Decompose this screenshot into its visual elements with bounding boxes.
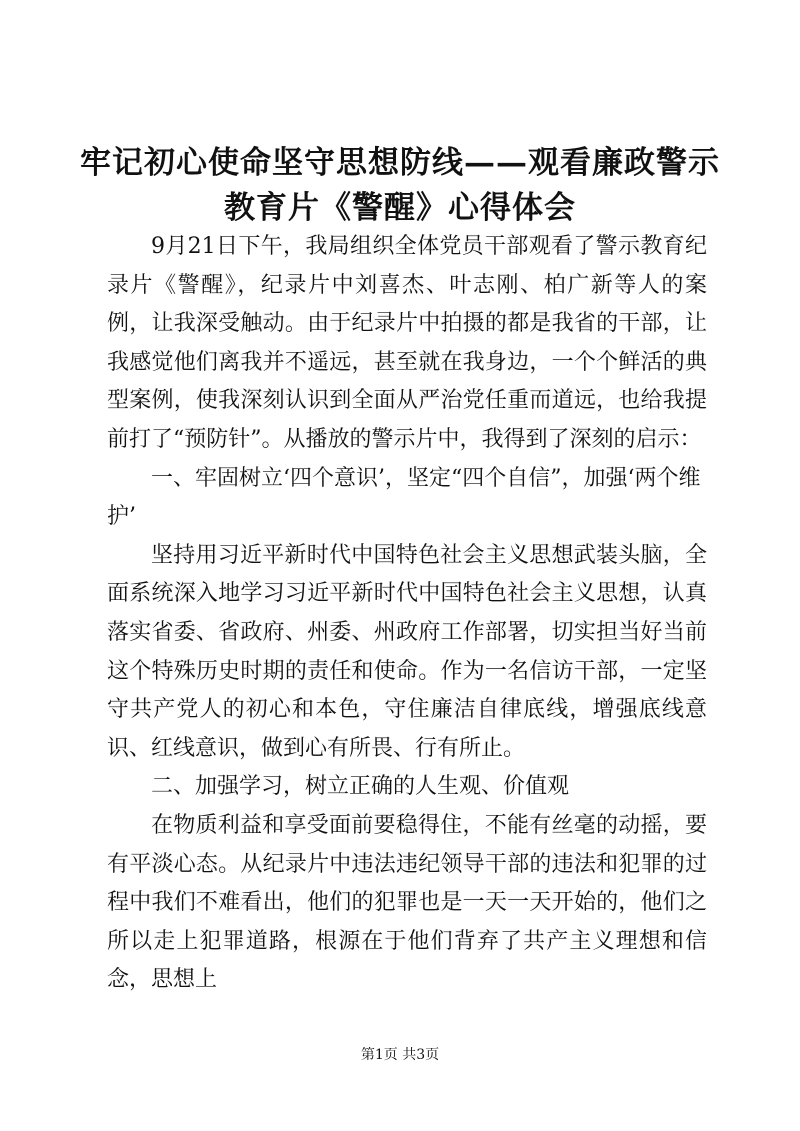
page-footer: 第1页 共3页 [360,1047,440,1063]
document-body [107,228,707,1000]
document-title-line-1: 牢记初心使命坚守思想防线——观看廉政警示 [80,145,720,181]
document-title-line-2: 教育片《警醒》心得体会 [224,190,576,226]
section-heading-2: 二、加强学习，树立正确的人生观、价值观 [151,774,570,800]
section-heading-1: 一、牢固树立‘四个意识’，坚定“四个自信”，加强‘两个维护’ [107,465,701,530]
intro-paragraph: 9月21日下午，我局组织全体党员干部观看了警示教育纪录片《警醒》，纪录片中刘喜杰、叶志刚、柏广新等人的案例，让我深受触动。由于纪录片中拍摄的都是我省的干部，让我感觉他们离我并不遥远，甚至就在我身边，一个个鲜活的典型案例，使我深刻认识到全面从严治党任重而道远，也给我提前打了“预防针”。从播放的警示片中，我得到了深刻的启示： [107,234,707,452]
section-2-paragraph: 在物质利益和享受面前要稳得住，不能有丝毫的动摇，要有平淡心态。从纪录片中违法违纪领导干部的违法和犯罪的过程中我们不难看出，他们的犯罪也是一天一天开始的，他们之所以走上犯罪道路，根源在于他们背弃了共产主义理想和信念，思想上 [107,812,707,993]
section-1-paragraph: 坚持用习近平新时代中国特色社会主义思想武装头脑，全面系统深入地学习习近平新时代中国特色社会主义思想，认真落实省委、省政府、州委、州政府工作部署，切实担当好当前这个特殊历史时期的责任和使命。作为一名信访干部，一定坚守共产党人的初心和本色，守住廉洁自律底线，增强底线意识、红线意识，做到心有所畏、行有所止。 [107,542,707,761]
